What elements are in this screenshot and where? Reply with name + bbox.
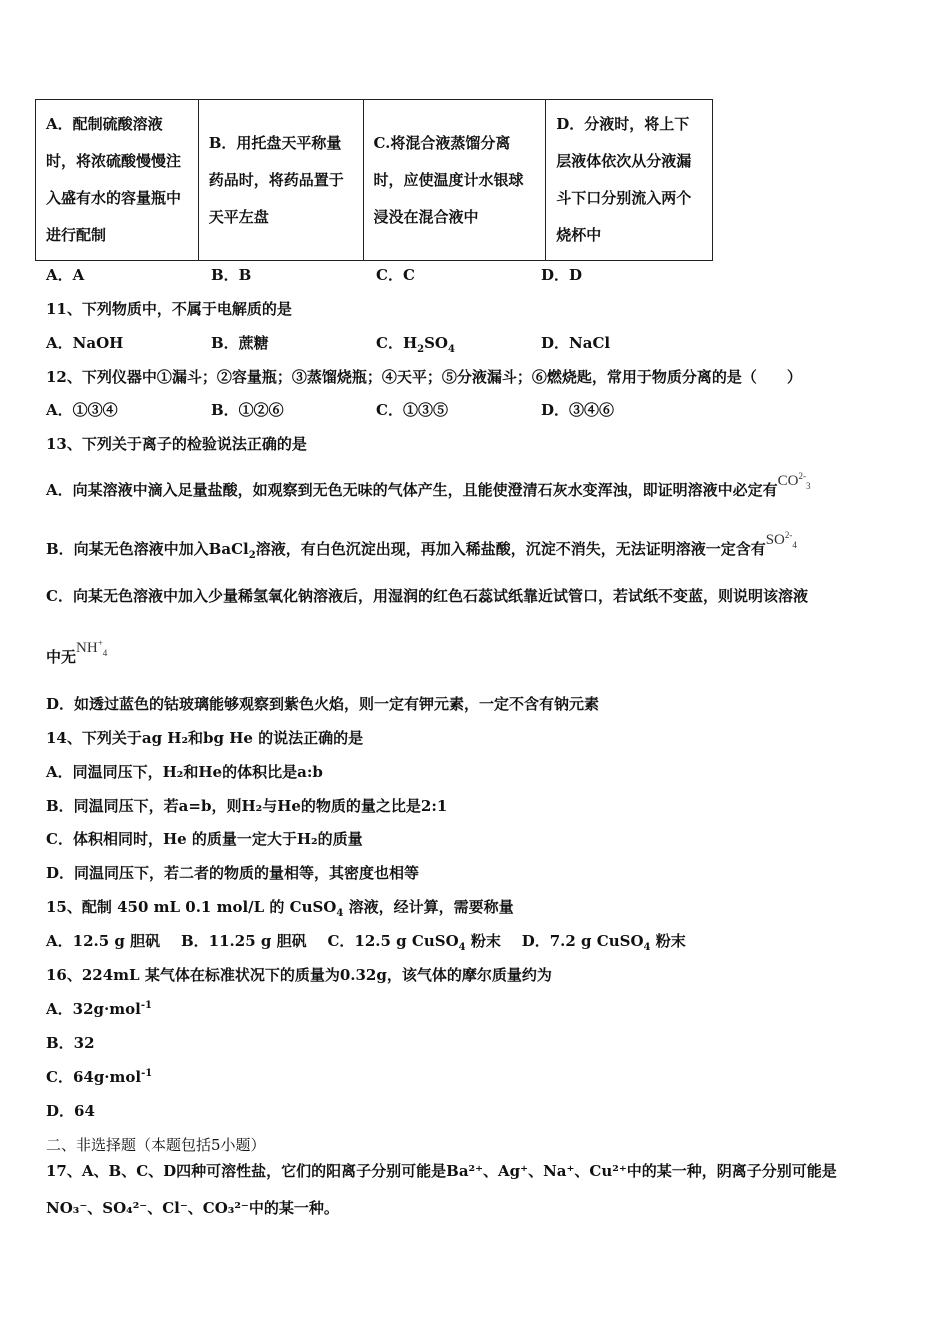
q11-option-a[interactable]: A．NaOH bbox=[46, 334, 124, 352]
q16-option-a[interactable]: A．32g·mol$^{-1}$ bbox=[46, 1000, 152, 1018]
table-cell-d: D．分液时，将上下层液体依次从分液漏斗下口分别流入两个烧杯中 bbox=[546, 100, 713, 261]
carbonate-ion: $CO^{2-}_3$ bbox=[777, 471, 811, 491]
q11-stem: 11、下列物质中，不属于电解质的是 bbox=[46, 300, 292, 318]
q11-option-d[interactable]: D．NaCl bbox=[541, 334, 611, 352]
q12-option-a[interactable]: A．①③④ bbox=[46, 401, 118, 419]
q12-option-d[interactable]: D．③④⑥ bbox=[541, 401, 615, 419]
q13-option-c-cont: 中无$NH^+_4$ bbox=[46, 638, 108, 666]
table-cell-a: A．配制硫酸溶液时，将浓硫酸慢慢注入盛有水的容量瓶中进行配制 bbox=[36, 100, 199, 261]
q16-option-d[interactable]: D．64 bbox=[46, 1102, 95, 1120]
q10-option-d[interactable]: D．D bbox=[541, 266, 583, 284]
q11-option-c[interactable]: C．$H_2SO_4$ bbox=[376, 334, 455, 355]
q12-option-b[interactable]: B．①②⑥ bbox=[211, 401, 284, 419]
q14-option-c[interactable]: C．体积相同时，He 的质量一定大于H₂的质量 bbox=[46, 830, 363, 848]
q13-option-c[interactable]: C．向某无色溶液中加入少量稀氢氧化钠溶液后，用湿润的红色石蕊试纸靠近试管口，若试纸不变蓝，则说明该溶液 bbox=[46, 587, 808, 605]
q12-stem: 12、下列仪器中①漏斗；②容量瓶；③蒸馏烧瓶；④天平；⑤分液漏斗；⑥燃烧匙，常用于物质分离的是（ ） bbox=[46, 368, 802, 386]
q15-option-b[interactable]: B．11.25 g 胆矾 bbox=[181, 932, 307, 950]
q12-option-c[interactable]: C．①③⑤ bbox=[376, 401, 448, 419]
q17-line1: 17、A、B、C、D四种可溶性盐，它们的阳离子分别可能是Ba²⁺、Ag⁺、Na⁺、Cu²⁺中的某一种，阴离子分别可能是 bbox=[46, 1162, 837, 1180]
q14-stem: 14、下列关于ag H₂和bg He 的说法正确的是 bbox=[46, 729, 364, 747]
q13-option-a[interactable]: A．向某溶液中滴入足量盐酸，如观察到无色无味的气体产生，且能使澄清石灰水变浑浊，即证明溶液中必定有$CO^{2-}_3$ bbox=[46, 471, 811, 499]
table-cell-b: B．用托盘天平称量药品时，将药品置于天平左盘 bbox=[198, 100, 363, 261]
q16-stem: 16、224mL 某气体在标准状况下的质量为0.32g，该气体的摩尔质量约为 bbox=[46, 966, 552, 984]
q15-stem: 15、配制 450 mL 0.1 mol/L 的 CuSO$_4$ 溶液，经计算，需要称量 bbox=[46, 898, 514, 919]
q10-option-c[interactable]: C．C bbox=[376, 266, 415, 284]
q15-option-a[interactable]: A．12.5 g 胆矾 bbox=[46, 932, 161, 950]
q11-option-b[interactable]: B．蔗糖 bbox=[211, 334, 269, 352]
q13-option-d[interactable]: D．如透过蓝色的钴玻璃能够观察到紫色火焰，则一定有钾元素，一定不含有钠元素 bbox=[46, 695, 600, 713]
table-cell-c: C.将混合液蒸馏分离时，应使温度计水银球浸没在混合液中 bbox=[363, 100, 546, 261]
q15-option-d[interactable]: D．7.2 g CuSO$_4$ 粉末 bbox=[521, 932, 686, 953]
q14-option-d[interactable]: D．同温同压下，若二者的物质的量相等，其密度也相等 bbox=[46, 864, 420, 882]
q16-option-b[interactable]: B．32 bbox=[46, 1034, 95, 1052]
q15-option-c[interactable]: C．12.5 g CuSO$_4$ 粉末 bbox=[327, 932, 501, 953]
section-heading: 二、非选择题（本题包括5小题） bbox=[46, 1136, 266, 1154]
q17-line2: NO₃⁻、SO₄²⁻、Cl⁻、CO₃²⁻中的某一种。 bbox=[46, 1199, 339, 1217]
q13-stem: 13、下列关于离子的检验说法正确的是 bbox=[46, 435, 307, 453]
q10-option-b[interactable]: B．B bbox=[211, 266, 252, 284]
q10-option-a[interactable]: A．A bbox=[46, 266, 85, 284]
q15-options bbox=[46, 930, 686, 953]
q13-option-b[interactable]: B．向某无色溶液中加入BaCl$_2$溶液，有白色沉淀出现，再加入稀盐酸，沉淀不消失，无法证明溶液一定含有$SO^{2-}_4$ bbox=[46, 530, 797, 561]
options-table bbox=[35, 99, 713, 261]
q16-option-c[interactable]: C．64g·mol$^{-1}$ bbox=[46, 1068, 153, 1086]
q14-option-a[interactable]: A．同温同压下，H₂和He的体积比是a:b bbox=[46, 763, 323, 781]
ammonium-ion: $NH^+_4$ bbox=[76, 638, 108, 658]
q14-option-b[interactable]: B．同温同压下，若a=b，则H₂与He的物质的量之比是2:1 bbox=[46, 797, 448, 815]
sulfate-ion: $SO^{2-}_4$ bbox=[765, 530, 797, 550]
